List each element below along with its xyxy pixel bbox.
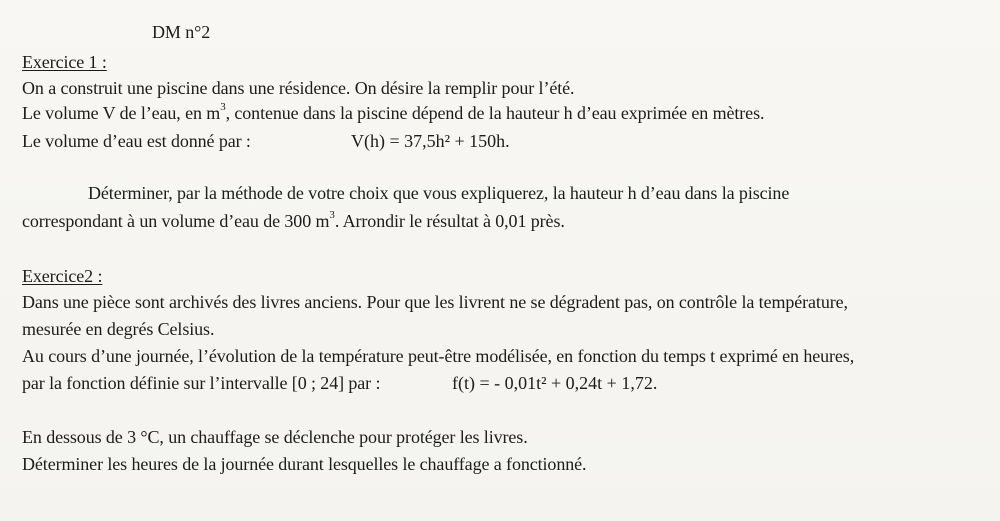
exercise-1-line-2-end: , contenue dans la piscine dépend de la hauteur h d’eau exprimée en mètres. <box>225 103 765 123</box>
exercise-2-line-3: Au cours d’une journée, l’évolution de la température peut-être modélisée, en fonction du temps t exprimé en heures, <box>22 346 855 366</box>
exercise-1-line-1: On a construit une piscine dans une résidence. On désire la remplir pour l’été. <box>22 78 575 98</box>
exercise-1-line-3: Le volume d’eau est donné par : <box>22 131 251 151</box>
exercise-2-line-5: En dessous de 3 °C, un chauffage se déclenche pour protéger les livres. <box>22 427 528 447</box>
page-title: DM n°2 <box>152 22 211 42</box>
exercise-1-heading: Exercice 1 : <box>22 52 107 72</box>
exercise-2-line-6: Déterminer les heures de la journée durant lesquelles le chauffage a fonctionné. <box>22 454 587 474</box>
volume-formula: V(h) = 37,5h² + 150h. <box>351 131 510 151</box>
exercise-2-heading: Exercice2 : <box>22 266 103 286</box>
exercise-2-line-1: Dans une pièce sont archivés des livres anciens. Pour que les livrent ne se dégradent pas, on contrôle la température, <box>22 292 848 312</box>
temperature-formula: f(t) = - 0,01t² + 0,24t + 1,72. <box>452 373 658 393</box>
exercise-1-line-5 <box>22 210 565 232</box>
exercise-2-line-4: par la fonction définie sur l’intervalle [0 ; 24] par : <box>22 373 381 393</box>
exercise-1-line-2 <box>22 102 764 124</box>
exercise-2-line-2: mesurée en degrés Celsius. <box>22 319 215 339</box>
exercise-1-line-5-end: . Arrondir le résultat à 0,01 près. <box>334 211 565 231</box>
exercise-1-line-2-start: Le volume V de l’eau, en m <box>22 103 221 123</box>
cubic-exponent: 3 <box>220 101 226 113</box>
cubic-exponent-2: 3 <box>329 209 335 221</box>
exercise-1-line-5-start: correspondant à un volume d’eau de 300 m <box>22 211 330 231</box>
exercise-1-line-4: Déterminer, par la méthode de votre choix que vous expliquerez, la hauteur h d’eau dans la piscine <box>88 183 790 203</box>
